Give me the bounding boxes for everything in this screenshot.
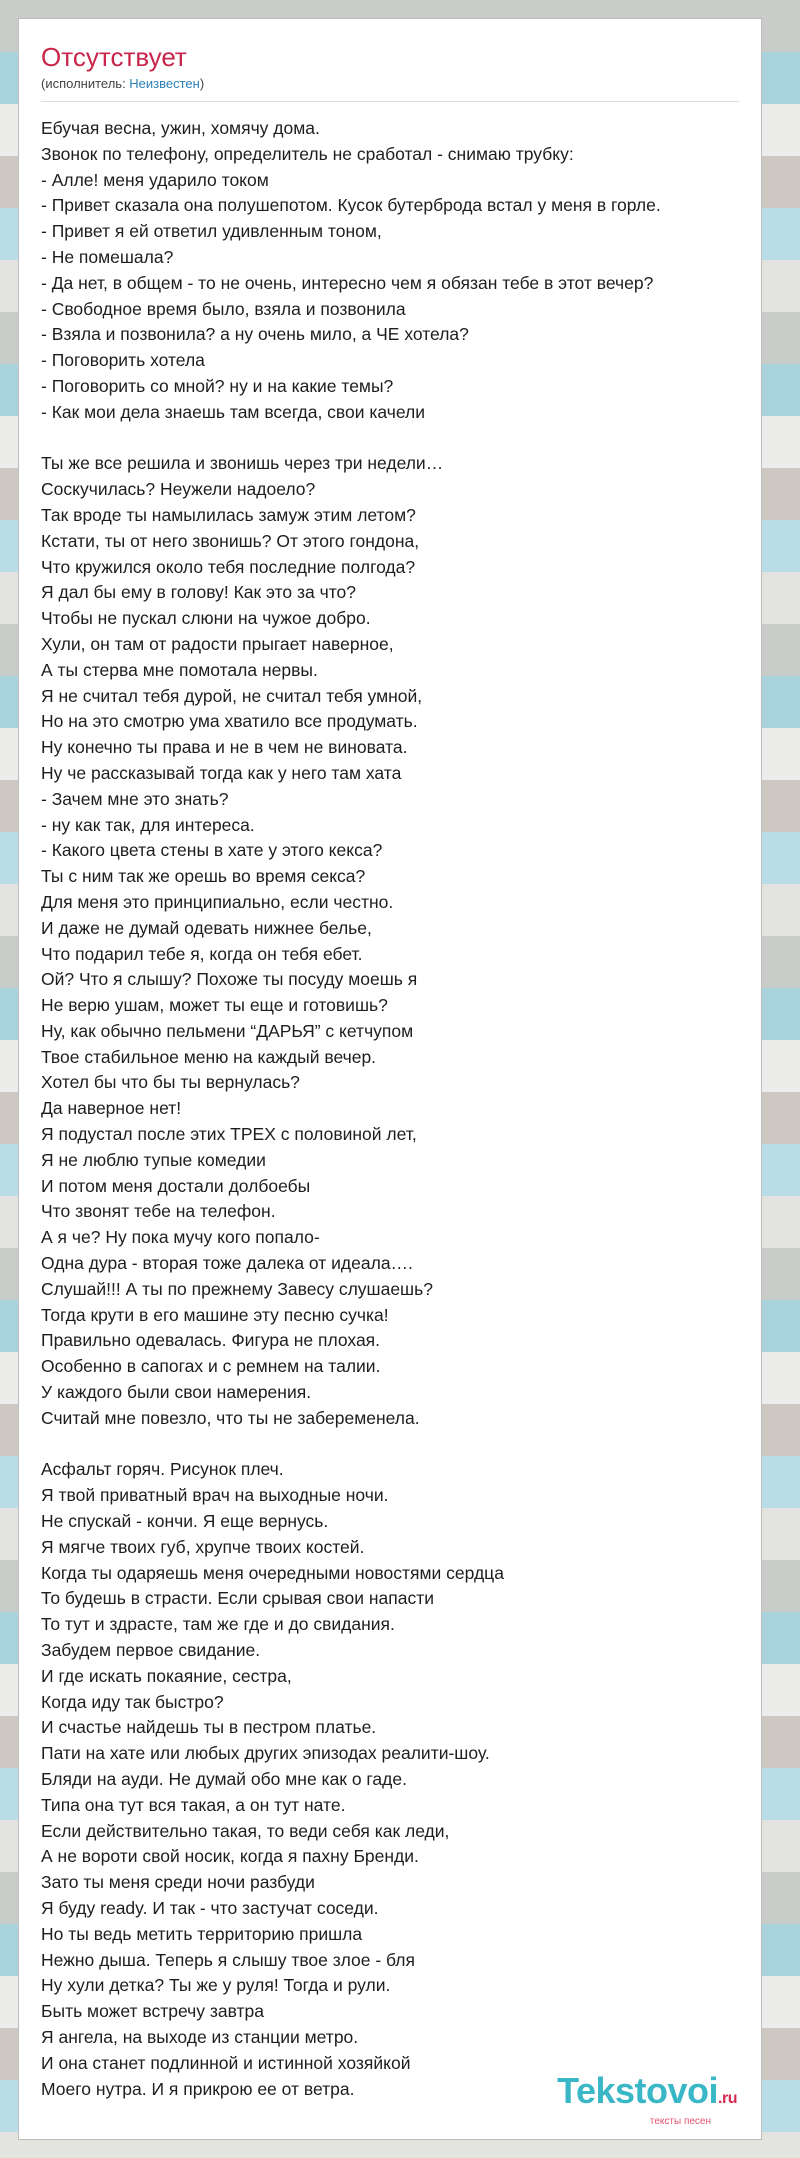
lyric-line: Для меня это принципиально, если честно. <box>41 891 394 912</box>
lyric-line: Зато ты меня среди ночи разбуди <box>41 1872 315 1893</box>
lyric-line: Забудем первое свидание. <box>41 1640 261 1661</box>
lyric-line: И счастье найдешь ты в пестром платье. <box>41 1717 377 1738</box>
lyric-line: Бляди на ауди. Не думай обо мне как о гаде. <box>41 1769 407 1789</box>
lyric-line: - ну как так, для интереса. <box>41 814 255 835</box>
lyric-line: - Привет я ей ответил удивленным тоном, <box>41 221 382 242</box>
lyric-line: То будешь в страсти. Если срывая свои напасти <box>41 1588 435 1609</box>
lyric-line: Асфальт горяч. Рисунок плеч. <box>41 1459 284 1480</box>
lyric-line: - Свободное время было, взяла и позвонила <box>41 298 406 319</box>
lyric-line: Соскучилась? Неужели надоело? <box>41 479 316 500</box>
lyric-line: Я мягче твоих губ, хрупче твоих костей. <box>41 1536 365 1557</box>
lyric-line: Ну че рассказывай тогда как у него там хата <box>41 762 402 783</box>
lyric-line: Ну хули детка? Ты же у руля! Тогда и рули. <box>41 1975 391 1996</box>
performer-line <box>41 75 739 102</box>
lyric-line: Твое стабильное меню на каждый вечер. <box>41 1046 377 1067</box>
lyric-line: - Не помешала? <box>41 246 174 267</box>
performer-suffix: ) <box>199 76 205 91</box>
lyric-line: - Как мои дела знаешь там всегда, свои качели <box>41 401 426 422</box>
lyric-line: - Да нет, в общем - то не очень, интересно чем я обязан тебе в этот вечер? <box>41 272 654 293</box>
lyric-line: А я че? Ну пока мучу кого попало- <box>41 1227 320 1248</box>
lyric-line: Чтобы не пускал слюни на чужое добро. <box>41 608 371 629</box>
lyric-line: Но на это смотрю ума хватило все продумать. <box>41 711 418 732</box>
lyric-line: Хули, он там от радости прыгает наверное, <box>41 633 394 654</box>
lyric-line: - Зачем мне это знать? <box>41 788 229 809</box>
lyric-line: Считай мне повезло, что ты не забеременела. <box>41 1407 420 1428</box>
lyric-line: Правильно одевалась. Фигура не плохая. <box>41 1330 381 1351</box>
lyrics-text <box>41 116 739 2102</box>
lyric-line: Я буду ready. И так - что застучат соседи. <box>41 1897 379 1918</box>
lyric-line: И даже не думай одевать нижнее белье, <box>41 917 372 938</box>
lyric-line: Так вроде ты намылилась замуж этим летом? <box>41 504 416 525</box>
lyric-line: Тогда крути в его машине эту песню сучка! <box>41 1304 389 1325</box>
lyric-line: Ты же все решила и звонишь через три недели… <box>41 453 444 474</box>
lyric-line: Нежно дыша. Теперь я слышу твое злое - бля <box>41 1949 415 1970</box>
lyric-line: Не верю ушам, может ты еще и готовишь? <box>41 995 388 1016</box>
lyric-line: И потом меня достали долбоебы <box>41 1175 311 1196</box>
lyric-line: У каждого были свои намерения. <box>41 1382 312 1403</box>
lyric-line: Кстати, ты от него звонишь? От этого гондона, <box>41 530 420 551</box>
lyric-line: Слушай!!! А ты по прежнему Завесу слушаешь? <box>41 1278 433 1299</box>
lyric-line: Особенно в сапогах и с ремнем на талии. <box>41 1356 381 1377</box>
lyric-line: Типа она тут вся такая, а он тут нате. <box>41 1794 346 1815</box>
lyric-line: И где искать покаяние, сестра, <box>41 1665 292 1686</box>
lyric-line: Я подустал после этих ТРЕХ с половиной лет, <box>41 1124 417 1145</box>
lyric-line: Но ты ведь метить территорию пришла <box>41 1923 363 1944</box>
lyric-line: Я не люблю тупые комедии <box>41 1149 266 1170</box>
stanza-break <box>41 426 739 452</box>
logo-tagline: тексты песен <box>649 2116 711 2127</box>
performer-prefix: (исполнитель: <box>41 76 130 91</box>
lyric-line: Быть может встречу завтра <box>41 2001 264 2022</box>
lyric-line: Я не считал тебя дурой, не считал тебя умной, <box>41 685 423 706</box>
lyric-line: Я ангела, на выходе из станции метро. <box>41 2026 359 2047</box>
lyric-line: Звонок по телефону, определитель не сработал - снимаю трубку: <box>41 143 574 164</box>
lyric-line: А не вороти свой носик, когда я пахну Бренди. <box>41 1846 419 1867</box>
lyric-line: Одна дура - вторая тоже далека от идеала…. <box>41 1253 413 1274</box>
site-logo[interactable] <box>557 2072 737 2127</box>
logo-tld: .ru <box>718 2090 737 2107</box>
lyric-line: Хотел бы что бы ты вернулась? <box>41 1072 300 1093</box>
logo-name: Tekstovoi <box>557 2070 719 2111</box>
lyric-line: Ой? Что я слышу? Похоже ты посуду моешь я <box>41 969 418 990</box>
stanza-break <box>41 1432 739 1458</box>
lyric-line: А ты стерва мне помотала нервы. <box>41 659 318 680</box>
lyric-line: То тут и здрасте, там же где и до свидания. <box>41 1614 395 1635</box>
lyric-line: - Какого цвета стены в хате у этого кекса? <box>41 840 383 861</box>
song-title: Отсутствует <box>41 42 187 72</box>
lyric-line: Ну, как обычно пельмени “ДАРЬЯ” с кетчупом <box>41 1020 414 1041</box>
lyric-line: Пати на хате или любых других эпизодах реалити-шоу. <box>41 1743 490 1764</box>
lyrics-card <box>18 18 762 2140</box>
performer-link[interactable]: Неизвестен <box>129 76 200 91</box>
lyric-line: Ебучая весна, ужин, хомячу дома. <box>41 118 320 138</box>
lyric-line: - Поговорить хотела <box>41 350 205 371</box>
lyric-line: Моего нутра. И я прикрою ее от ветра. <box>41 2078 355 2099</box>
lyric-line: - Привет сказала она полушепотом. Кусок бутерброда встал у меня в горле. <box>41 195 661 216</box>
lyric-line: Если действительно такая, то веди себя как леди, <box>41 1820 450 1841</box>
lyric-line: - Алле! меня ударило током <box>41 169 269 190</box>
lyric-line: Не спускай - кончи. Я еще вернусь. <box>41 1511 329 1532</box>
lyric-line: Когда ты одаряешь меня очередными новостями сердца <box>41 1562 504 1583</box>
lyric-line: Я твой приватный врач на выходные ночи. <box>41 1485 389 1506</box>
lyric-line: И она станет подлинной и истинной хозяйкой <box>41 2052 411 2073</box>
lyric-line: Я дал бы ему в голову! Как это за что? <box>41 582 357 603</box>
lyric-line: Ты с ним так же орешь во время секса? <box>41 866 366 887</box>
lyric-line: Да наверное нет! <box>41 1098 182 1119</box>
lyric-line: - Взяла и позвонила? а ну очень мило, а ЧЕ хотела? <box>41 324 469 345</box>
lyric-line: Что подарил тебе я, когда он тебя ебет. <box>41 943 363 964</box>
lyric-line: - Поговорить со мной? ну и на какие темы? <box>41 375 394 396</box>
lyric-line: Что звонят тебе на телефон. <box>41 1201 276 1222</box>
lyric-line: Когда иду так быстро? <box>41 1691 224 1712</box>
lyric-line: Ну конечно ты права и не в чем не виновата. <box>41 737 408 758</box>
lyric-line: Что кружился около тебя последние полгода? <box>41 556 416 577</box>
